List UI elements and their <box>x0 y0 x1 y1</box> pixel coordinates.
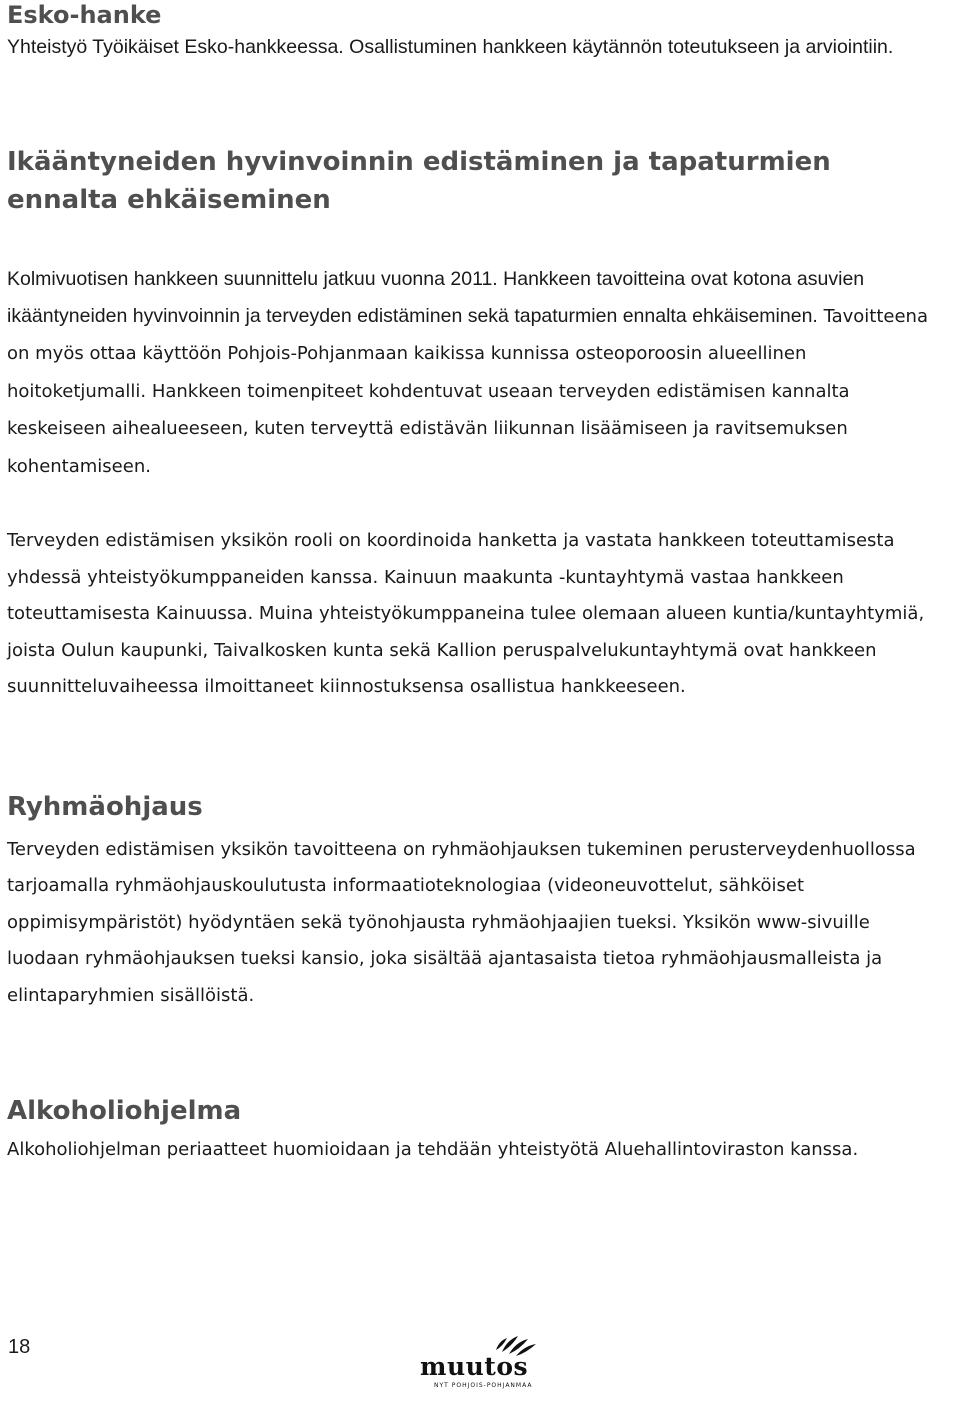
ikaantyneiden-paragraph-2: Terveyden edistämisen yksikön rooli on koordinoida hanketta ja vastata hankkeen toteuttamisesta yhdessä yhteistyökumppaneiden kanssa. Kainuun maakunta -kuntayhtymä vastaa hankkeen toteuttamisesta Kainuussa. Muina yhteistyökumppaneina tulee olemaan alueen kuntia/kuntayhtymiä, joista Oulun kaupunki, Taivalkosken kunta sekä Kallion peruspalvelukuntayhtymä ovat hankkeen suunnitteluvaiheessa ilmoittaneet kiinnostuksensa osallistua hankkeeseen. <box>7 530 925 697</box>
esko-hanke-text: Yhteistyö Työikäiset Esko-hankkeessa. Osallistuminen hankkeen käytännön toteutukseen ja arviointiin. <box>7 36 894 58</box>
alkoholiohjelma-text: Alkoholiohjelman periaatteet huomioidaan ja tehdään yhteistyötä Aluehallintoviraston kanssa. <box>7 1139 859 1160</box>
ikaantyneiden-paragraph-1 <box>7 261 947 485</box>
logo-wordmark: muutos <box>420 1352 529 1381</box>
logo-tagline: NYT POHJOIS-POHJANMAA <box>434 1382 533 1389</box>
heading-ryhmaohjaus: Ryhmäohjaus <box>7 791 203 822</box>
heading-alkoholiohjelma: Alkoholiohjelma <box>7 1096 242 1126</box>
muutos-logo <box>412 1330 542 1392</box>
ryhmaohjaus-text: Terveyden edistämisen yksikön tavoitteena on ryhmäohjauksen tukeminen perusterveydenhuollossa tarjoamalla ryhmäohjauskoulutusta informaatioteknologiaa (videoneuvottelut, sähköiset oppimisympäristöt) hyödyntäen sekä työnohjausta ryhmäohjaajien tueksi. Yksikön www-sivuille luodaan ryhmäohjauksen tueksi kansio, joka sisältää ajantasaista tietoa ryhmäohjausmalleista ja elintaparyhmien sisällöistä. <box>7 838 916 1006</box>
document-page <box>7 0 947 1169</box>
ikaantyneiden-rest-text: Tavoitteena on myös ottaa käyttöön Pohjois-Pohjanmaan kaikissa kunnissa osteoporoosin alueellinen hoitoketjumalli. Hankkeen toimenpiteet kohdentuvat useaan terveyden edistämisen kannalta keskeiseen aihealueeseen, kuten terveyttä edistävän liikunnan lisäämiseen ja ravitsemuksen kohentamiseen. <box>7 305 928 477</box>
heading-esko-hanke: Esko-hanke <box>7 1 162 29</box>
page-number: 18 <box>8 1336 31 1358</box>
ikaantyneiden-lead-text: Kolmivuotisen hankkeen suunnittelu jatkuu vuonna 2011. Hankkeen tavoitteina ovat kotona asuvien ikääntyneiden hyvinvoinnin ja terveyden edistäminen sekä tapaturmien ennalta ehkäiseminen. <box>7 268 865 327</box>
heading-ikaantyneiden-hyvinvointi: Ikääntyneiden hyvinvoinnin edistäminen ja tapaturmien ennalta ehkäiseminen <box>7 147 831 215</box>
